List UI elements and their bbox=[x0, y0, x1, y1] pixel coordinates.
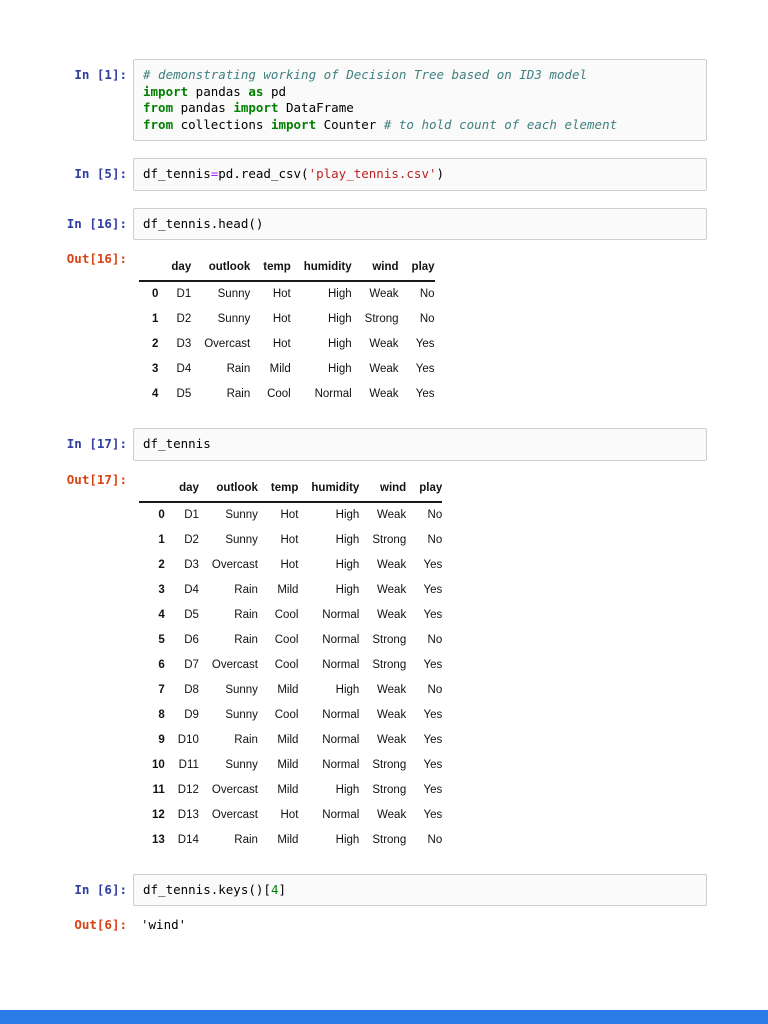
table-cell: D4 bbox=[176, 363, 192, 375]
table-cell: Yes bbox=[423, 758, 443, 771]
column-header: day bbox=[158, 255, 191, 281]
row-index: 0 bbox=[158, 508, 165, 521]
table-cell: Cool bbox=[274, 708, 299, 721]
column-header: temp bbox=[250, 255, 290, 281]
code-text bbox=[143, 216, 697, 233]
table-cell: Hot bbox=[280, 508, 299, 521]
table-row bbox=[139, 603, 442, 628]
code-token-str: 'play_tennis.csv' bbox=[308, 166, 437, 181]
column-header: play bbox=[406, 476, 442, 502]
table-row bbox=[139, 307, 435, 332]
table-row bbox=[139, 281, 435, 307]
output-prompt: Out[6]: bbox=[74, 917, 127, 932]
input-prompt: In [5]: bbox=[74, 166, 127, 181]
table-cell: D6 bbox=[184, 633, 199, 646]
row-index: 4 bbox=[158, 608, 165, 621]
row-index: 9 bbox=[158, 733, 165, 746]
row-index: 1 bbox=[158, 533, 165, 546]
code-text bbox=[143, 166, 697, 183]
table-cell: Yes bbox=[415, 338, 435, 350]
input-prompt: In [16]: bbox=[66, 215, 127, 231]
table-cell: Normal bbox=[322, 608, 360, 621]
table-cell: Rain bbox=[234, 633, 258, 646]
table-cell: High bbox=[328, 363, 352, 375]
row-index: 3 bbox=[152, 363, 159, 375]
input-prompt: In [6]: bbox=[74, 881, 127, 897]
table-cell: D1 bbox=[184, 508, 199, 521]
code-token-pl: collections bbox=[173, 116, 271, 132]
output-text: 'wind' bbox=[141, 917, 187, 932]
code-cell bbox=[0, 874, 768, 907]
row-index: 7 bbox=[158, 683, 165, 696]
table-cell: Overcast bbox=[211, 658, 258, 671]
table-cell: Yes bbox=[415, 388, 435, 400]
code-token-com: # to hold count of each element bbox=[383, 116, 618, 132]
table-cell: High bbox=[335, 533, 360, 546]
table-cell: High bbox=[328, 313, 352, 325]
table-cell: Hot bbox=[280, 558, 299, 571]
output-cell bbox=[0, 909, 768, 932]
code-token-com: # demonstrating working of Decision Tree based on ID3 model bbox=[143, 67, 588, 82]
table-cell: Overcast bbox=[211, 808, 258, 821]
table-cell: Normal bbox=[314, 388, 352, 400]
table-cell: Yes bbox=[423, 583, 443, 596]
code-token-op: = bbox=[210, 166, 219, 181]
table-cell: Strong bbox=[372, 633, 407, 646]
code-text bbox=[143, 882, 697, 899]
code-token-pl: pandas bbox=[188, 83, 249, 99]
table-cell: Cool bbox=[267, 388, 291, 400]
table-cell: D14 bbox=[177, 833, 199, 846]
table-cell: Strong bbox=[372, 783, 407, 796]
table-cell: Hot bbox=[280, 808, 299, 821]
table-cell: Mild bbox=[277, 783, 299, 796]
table-cell: Normal bbox=[322, 808, 360, 821]
column-header: wind bbox=[359, 476, 406, 502]
code-token-pl: df_tennis bbox=[143, 436, 211, 451]
table-cell: Strong bbox=[372, 758, 407, 771]
table-cell: Weak bbox=[369, 363, 399, 375]
table-cell: Sunny bbox=[217, 288, 251, 300]
row-index: 8 bbox=[158, 708, 165, 721]
code-input-area[interactable] bbox=[133, 158, 707, 191]
row-index: 6 bbox=[158, 658, 165, 671]
table-cell: Weak bbox=[369, 288, 399, 300]
table-row bbox=[139, 678, 442, 703]
dataframe-output-table bbox=[139, 476, 442, 853]
code-token-pl: ] bbox=[278, 881, 286, 897]
column-header: play bbox=[399, 255, 435, 281]
table-cell: Mild bbox=[277, 833, 299, 846]
row-index: 2 bbox=[152, 338, 159, 350]
table-row bbox=[139, 528, 442, 553]
table-cell: Cool bbox=[274, 658, 299, 671]
row-index: 3 bbox=[158, 583, 165, 596]
code-token-num: 4 bbox=[270, 881, 279, 897]
code-token-pl: Counter bbox=[316, 116, 384, 132]
table-cell: High bbox=[335, 508, 360, 521]
row-index: 0 bbox=[152, 288, 159, 300]
code-token-pl: df_tennis.keys()[ bbox=[143, 881, 271, 897]
table-cell: D10 bbox=[177, 733, 199, 746]
table-cell: Weak bbox=[377, 808, 407, 821]
table-cell: Weak bbox=[377, 508, 407, 521]
table-cell: Mild bbox=[269, 363, 291, 375]
table-cell: Normal bbox=[322, 733, 360, 746]
table-cell: Yes bbox=[423, 558, 443, 571]
table-row bbox=[139, 553, 442, 578]
table-cell: D2 bbox=[184, 533, 199, 546]
table-cell: Weak bbox=[369, 388, 399, 400]
table-cell: Yes bbox=[423, 658, 443, 671]
input-prompt: In [1]: bbox=[74, 67, 127, 82]
code-cell bbox=[0, 428, 768, 461]
table-cell: No bbox=[427, 633, 443, 646]
table-row bbox=[139, 778, 442, 803]
table-cell: D8 bbox=[184, 683, 199, 696]
table-cell: Hot bbox=[272, 338, 291, 350]
table-cell: No bbox=[419, 313, 435, 325]
table-cell: High bbox=[335, 833, 360, 846]
table-cell: Weak bbox=[377, 583, 407, 596]
column-header: wind bbox=[352, 255, 399, 281]
column-header: humidity bbox=[291, 255, 352, 281]
table-cell: Sunny bbox=[225, 508, 258, 521]
table-cell: D12 bbox=[177, 783, 199, 796]
code-token-pl: df_tennis.head() bbox=[143, 215, 264, 231]
code-token-kw: from bbox=[143, 116, 174, 132]
table-cell: Hot bbox=[272, 313, 291, 325]
table-row bbox=[139, 703, 442, 728]
table-cell: Strong bbox=[372, 833, 407, 846]
table-cell: Weak bbox=[377, 608, 407, 621]
table-cell: Sunny bbox=[225, 758, 258, 771]
code-text bbox=[143, 67, 697, 133]
table-cell: Yes bbox=[423, 733, 443, 746]
table-cell: D3 bbox=[176, 338, 192, 350]
table-cell: D4 bbox=[184, 583, 199, 596]
table-cell: Sunny bbox=[217, 313, 251, 325]
column-header: outlook bbox=[191, 255, 250, 281]
output-area bbox=[139, 243, 435, 407]
table-cell: Rain bbox=[234, 833, 258, 846]
code-input-area[interactable] bbox=[133, 874, 707, 907]
table-cell: Rain bbox=[226, 388, 251, 400]
table-cell: Rain bbox=[234, 608, 258, 621]
code-cell bbox=[0, 59, 768, 141]
table-row bbox=[139, 502, 442, 528]
table-cell: Sunny bbox=[225, 533, 258, 546]
table-row bbox=[139, 753, 442, 778]
row-index: 11 bbox=[152, 783, 165, 796]
code-token-kw: from bbox=[143, 100, 174, 115]
table-cell: Yes bbox=[423, 608, 443, 621]
table-cell: Strong bbox=[372, 658, 407, 671]
table-cell: Mild bbox=[277, 758, 299, 771]
table-cell: No bbox=[427, 533, 443, 546]
table-cell: Weak bbox=[377, 683, 407, 696]
table-cell: Weak bbox=[377, 708, 407, 721]
output-cell bbox=[0, 464, 768, 853]
table-cell: D3 bbox=[184, 558, 199, 571]
table-cell: D11 bbox=[178, 758, 199, 771]
column-header: temp bbox=[258, 476, 298, 502]
table-cell: Weak bbox=[377, 558, 407, 571]
code-token-kw: import bbox=[270, 116, 317, 132]
table-row bbox=[139, 728, 442, 753]
output-area bbox=[139, 464, 442, 853]
index-column-header bbox=[139, 476, 165, 502]
table-row bbox=[139, 578, 442, 603]
index-column-header bbox=[139, 255, 158, 281]
table-cell: Weak bbox=[369, 338, 399, 350]
table-cell: Sunny bbox=[225, 683, 258, 696]
table-cell: Rain bbox=[226, 363, 251, 375]
column-header: outlook bbox=[199, 476, 258, 502]
table-cell: No bbox=[427, 508, 443, 521]
table-cell: High bbox=[335, 583, 360, 596]
table-cell: Overcast bbox=[211, 783, 258, 796]
column-header: humidity bbox=[298, 476, 359, 502]
table-row bbox=[139, 653, 442, 678]
table-cell: High bbox=[335, 683, 360, 696]
code-token-pl: pd.read_csv( bbox=[218, 166, 309, 181]
code-input-area[interactable] bbox=[133, 208, 707, 241]
table-cell: Yes bbox=[423, 783, 443, 796]
code-token-kw: import bbox=[143, 83, 189, 99]
code-input-area[interactable] bbox=[133, 428, 707, 461]
table-cell: Sunny bbox=[225, 708, 258, 721]
table-cell: No bbox=[419, 288, 435, 300]
output-prompt: Out[16]: bbox=[66, 251, 127, 266]
table-cell: Yes bbox=[415, 363, 435, 375]
column-header: day bbox=[165, 476, 199, 502]
row-index: 2 bbox=[158, 558, 165, 571]
table-cell: High bbox=[335, 783, 360, 796]
table-cell: Normal bbox=[322, 708, 360, 721]
table-cell: Normal bbox=[322, 633, 360, 646]
code-token-pl: df_tennis bbox=[143, 166, 211, 181]
table-cell: Normal bbox=[322, 658, 360, 671]
output-prompt: Out[17]: bbox=[66, 471, 127, 487]
bottom-bar bbox=[0, 1010, 768, 1024]
table-cell: D5 bbox=[184, 608, 199, 621]
table-cell: Overcast bbox=[211, 558, 258, 571]
row-index: 1 bbox=[152, 313, 159, 325]
table-cell: Yes bbox=[423, 708, 443, 721]
code-cell bbox=[0, 158, 768, 191]
table-cell: No bbox=[427, 683, 443, 696]
table-cell: High bbox=[328, 288, 352, 300]
code-input-area[interactable] bbox=[133, 59, 707, 141]
table-row bbox=[139, 382, 435, 407]
table-cell: D2 bbox=[176, 313, 192, 325]
dataframe-output-table bbox=[139, 255, 435, 407]
table-cell: Rain bbox=[234, 583, 258, 596]
code-token-kw: as bbox=[248, 83, 264, 99]
table-cell: Rain bbox=[234, 733, 258, 746]
row-index: 4 bbox=[152, 388, 159, 400]
code-token-pl: pd bbox=[263, 83, 287, 99]
output-cell bbox=[0, 243, 768, 407]
table-cell: Mild bbox=[277, 583, 299, 596]
row-index: 10 bbox=[152, 758, 165, 771]
table-cell: Strong bbox=[364, 313, 399, 325]
table-row bbox=[139, 628, 442, 653]
row-index: 13 bbox=[152, 833, 165, 846]
table-cell: Cool bbox=[274, 633, 299, 646]
table-cell: D1 bbox=[176, 288, 192, 300]
table-cell: Mild bbox=[277, 683, 299, 696]
table-cell: No bbox=[427, 833, 443, 846]
table-cell: Hot bbox=[280, 533, 299, 546]
table-cell: High bbox=[335, 558, 360, 571]
table-cell: D5 bbox=[176, 388, 192, 400]
input-prompt: In [17]: bbox=[66, 436, 127, 451]
table-row bbox=[139, 332, 435, 357]
code-token-pl: ) bbox=[436, 166, 445, 181]
row-index: 5 bbox=[158, 633, 165, 646]
table-cell: D9 bbox=[184, 708, 199, 721]
code-token-kw: import bbox=[233, 100, 279, 115]
row-index: 12 bbox=[152, 808, 165, 821]
table-cell: Overcast bbox=[204, 338, 251, 350]
code-text bbox=[143, 436, 697, 453]
table-cell: Yes bbox=[423, 808, 443, 821]
table-cell: D7 bbox=[184, 658, 199, 671]
table-cell: Strong bbox=[372, 533, 407, 546]
table-row bbox=[139, 803, 442, 828]
code-token-pl: pandas bbox=[173, 100, 234, 115]
table-cell: D13 bbox=[177, 808, 199, 821]
table-cell: Cool bbox=[274, 608, 299, 621]
code-cell bbox=[0, 208, 768, 241]
table-cell: High bbox=[328, 338, 352, 350]
table-cell: Normal bbox=[322, 758, 360, 771]
table-row bbox=[139, 357, 435, 382]
code-token-pl: DataFrame bbox=[278, 100, 354, 115]
table-cell: Weak bbox=[377, 733, 407, 746]
table-cell: Hot bbox=[272, 288, 291, 300]
table-cell: Mild bbox=[277, 733, 299, 746]
table-row bbox=[139, 828, 442, 853]
